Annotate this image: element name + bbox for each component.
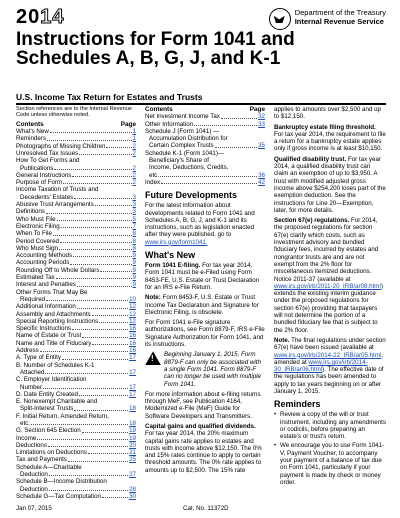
toc-entry-label: Limitations on Deductions xyxy=(16,449,87,457)
toc-leader-dots xyxy=(161,183,257,184)
efiling-paragraph: Form 1041 E-filing. For tax year 2014, Form 1041 must be e-Filed using Form 8453-FE, U.S. Estate or Trust Declaration for an IRS e-File Return. xyxy=(145,262,260,291)
toc-leader-dots xyxy=(59,249,132,250)
toc-contents-label-2: Contents xyxy=(145,106,173,113)
toc-page-link[interactable]: 12 xyxy=(129,317,136,325)
toc-leader-dots xyxy=(73,256,131,257)
toc-leader-dots xyxy=(46,213,132,214)
toc-entry-label: Tax and Payments xyxy=(16,456,67,464)
toc-leader-dots xyxy=(74,198,131,199)
toc-leader-dots xyxy=(43,388,128,389)
toc-entry-label: How To Get Forms and xyxy=(16,157,80,165)
toc-entry[interactable] xyxy=(16,143,136,150)
document-subtitle: U.S. Income Tax Return for Estates and Trusts xyxy=(16,92,203,102)
toc-page-link[interactable]: 17 xyxy=(129,390,136,398)
toc-entry xyxy=(16,186,136,193)
page-footer xyxy=(16,505,386,512)
toc-entry[interactable] xyxy=(16,245,136,252)
toc-entry xyxy=(16,413,136,420)
toc-leader-dots xyxy=(40,351,128,352)
toc-entry[interactable] xyxy=(16,369,136,376)
toc-entry-label: Other Forms That May Be xyxy=(16,288,88,296)
caution-callout xyxy=(145,351,265,387)
toc-entry-label: Name and Title of Fiduciary xyxy=(16,339,92,347)
agency-block xyxy=(269,8,386,30)
toc-entry-label: F. Initial Return, Amended Return, xyxy=(16,412,109,420)
irb-2014-30-link[interactable]: www.irs.gov/irb/2014-30_IRB/ar06.html xyxy=(274,358,368,374)
toc-page-link[interactable]: 2 xyxy=(132,142,136,150)
toc-entry-label: Specific Instructions xyxy=(16,325,72,333)
toc-entry[interactable] xyxy=(16,420,136,427)
toc-entry[interactable] xyxy=(16,391,136,398)
toc-entry[interactable] xyxy=(145,113,265,120)
toc-leader-dots xyxy=(79,395,128,396)
document-title: Instructions for Form 1041 and Schedules A, B, G, J, and K-1 xyxy=(16,29,295,69)
toc-entry[interactable] xyxy=(16,216,136,223)
reminder-bullet-1: • Review a copy of the will or trust instrument, including any amendments or codicils, before preparing an estate's or trust's return. xyxy=(274,411,386,440)
toc-entry[interactable] xyxy=(145,172,265,179)
toc-entry xyxy=(145,164,265,171)
toc-entry-label: Split-Interest Trusts xyxy=(20,405,74,413)
toc-leader-dots xyxy=(46,300,128,301)
toc-leader-dots xyxy=(62,359,128,360)
toc-entry[interactable] xyxy=(16,252,136,259)
toc-entry-label: When To File xyxy=(16,230,52,238)
toc-entry-label: Schedule K-1 (Form 1041)— xyxy=(145,149,225,157)
content-column-3 xyxy=(274,106,386,488)
toc-entry-label: Deductions xyxy=(16,441,47,449)
toc-entry[interactable] xyxy=(16,442,136,449)
toc-page-link[interactable]: 27 xyxy=(129,471,136,479)
toc-entry[interactable] xyxy=(16,427,136,434)
toc-leader-dots xyxy=(54,169,131,170)
toc-leader-dots xyxy=(106,147,131,148)
toc-entry-label: Accounting Methods xyxy=(16,252,73,260)
toc-entry-label: Number xyxy=(20,383,43,391)
toc-leader-dots xyxy=(49,490,128,491)
toc-entry[interactable] xyxy=(16,311,136,318)
toc-leader-dots xyxy=(160,176,257,177)
toc-entry[interactable] xyxy=(145,179,265,186)
toc-entry-label: Deduction xyxy=(20,471,48,479)
toc-page-link[interactable]: 12 xyxy=(129,303,136,311)
toc-entry-label: A. Type of Entity xyxy=(16,354,61,362)
toc-leader-dots xyxy=(77,308,128,309)
toc-entry[interactable] xyxy=(16,486,136,493)
toc-page-link[interactable]: 16 xyxy=(129,332,136,340)
toc-page-link[interactable]: 25 xyxy=(129,456,136,464)
toc-leader-dots xyxy=(37,439,128,440)
toc-page-link[interactable]: 9 xyxy=(132,266,136,274)
toc-entry[interactable] xyxy=(16,493,136,500)
toc-entry-label: Address xyxy=(16,347,39,355)
toc-leader-dots xyxy=(31,424,128,425)
toc-entry-label: D. Date Entity Created xyxy=(16,390,78,398)
toc-page-link[interactable]: 16 xyxy=(129,347,136,355)
toc-entry[interactable] xyxy=(16,201,136,208)
toc-entry[interactable] xyxy=(16,223,136,230)
caution-icon xyxy=(145,351,161,365)
year-mark xyxy=(16,6,65,29)
toc-page-link[interactable]: 3 xyxy=(132,193,136,201)
toc-page-link[interactable]: 7 xyxy=(132,222,136,230)
toc-entry-label: Schedule G—Tax Computation xyxy=(16,492,101,500)
toc-entry xyxy=(16,362,136,369)
toc-entry-label: Income Taxation of Trusts and xyxy=(16,186,99,194)
toc-page-link[interactable]: 1 xyxy=(132,135,136,143)
toc-entry[interactable] xyxy=(16,332,136,339)
toc-page-link[interactable]: 28 xyxy=(129,485,136,493)
capital-gains-paragraph: Capital gains and qualified dividends. For tax year 2014, the 20% maximum capital gains rate applies to estates and trusts with income above $12,150. The 0% and 15% rates continue to apply to certain threshold amounts. The 0% rate applies to amounts up to $2,500. The 15% rate xyxy=(145,422,262,474)
efile-signature-paragraph: For Form 1041 e-File signature authorizations, see Form 8879-F, IRS e-File Signature Authorization for Form 1041, and its instructions. xyxy=(145,319,265,349)
toc-leader-dots xyxy=(79,154,131,155)
toc-page-link[interactable]: 12 xyxy=(129,310,136,318)
toc-leader-dots xyxy=(68,461,128,462)
content-column-2 xyxy=(145,106,265,477)
toc-page-link[interactable]: 2 xyxy=(132,164,136,172)
toc-entry[interactable] xyxy=(16,230,136,237)
toc-entry[interactable] xyxy=(16,179,136,186)
toc-page-link[interactable]: 1 xyxy=(132,128,136,136)
toc-entry[interactable] xyxy=(16,267,136,274)
toc-page-link[interactable]: 20 xyxy=(129,441,136,449)
toc-entry-label: Interest and Penalties xyxy=(16,281,76,289)
toc-page-link[interactable]: 8 xyxy=(132,244,136,252)
toc-entry-label: Special Reporting Instructions xyxy=(16,317,99,325)
toc-entry-label: Period Covered xyxy=(16,237,59,245)
toc-entry-label: Other Information xyxy=(145,120,194,128)
toc-entry-label: Schedule A—Charitable xyxy=(16,463,82,471)
toc-page-link[interactable]: 33 xyxy=(258,120,265,128)
toc-entry[interactable] xyxy=(16,150,136,157)
future-developments-heading: Future Developments xyxy=(145,190,238,201)
section67e-paragraph: Section 67(e) regulations. For 2014, the proposed regulations for section 67(e) clarify which costs, such as investment advisory and bundled fiduciary fees, incurred by estates and nongrantor trusts are and are not exempt from the 2% floor for miscellaneous itemized deductions. Notice 2011-37 (available at www.irs.gov/irb/2011-20_IRB/ar08.html) extends the existing interim guidance under the proposed regulations for section 67(e) providing that taxpayers will not determine the portion of a bundled fiduciary fee that is subject to the 2% floor. xyxy=(274,217,383,334)
toc-entry[interactable] xyxy=(145,121,265,128)
toc-entry-label: Attached xyxy=(20,368,45,376)
toc-entry xyxy=(16,157,136,164)
toc-entry xyxy=(16,464,136,471)
toc-entry-label: Schedule J (Form 1041) — xyxy=(145,127,220,135)
toc-list-2 xyxy=(145,113,265,186)
toc-leader-dots xyxy=(56,278,132,279)
toc-entry-label: Index xyxy=(145,178,161,186)
toc-entry[interactable] xyxy=(16,325,136,332)
toc-page-link[interactable]: 8 xyxy=(132,237,136,245)
final-regulations-paragraph: Note. The final regulations under section 67(e) have been issued (available at www.irs.gov/irb/2014-22_IRB/ar05.html, amended at www.irs.gov/irb/2014-30_IRB/ar06.html). The effective date of the regulations has been amended to apply to tax years beginning on or after January 1, 2015. xyxy=(274,336,386,395)
toc-entry-label: G. Section 645 Election xyxy=(16,427,81,435)
toc-entry xyxy=(16,398,136,405)
toc-leader-dots xyxy=(99,322,128,323)
toc-entry[interactable] xyxy=(16,274,136,281)
reminder-bullet-2: • We encourage you to use Form 1041-V, Payment Voucher, to accompany your payment of a balance of tax due on Form 1041, particularly if your payment is made by check or money order. xyxy=(274,442,386,486)
toc-entry xyxy=(145,150,265,157)
toc-entry xyxy=(16,376,136,383)
toc-entry xyxy=(145,128,265,135)
toc-leader-dots xyxy=(215,147,257,148)
future-developments-text: For the latest information about developments related to Form 1041 and Schedules A, B, G, J, and K-1 and its instructions, such as legislation enacted after they were published, go to www.irs.gov/form1041. xyxy=(145,202,255,246)
toc-entry-label: Additional Information xyxy=(16,303,76,311)
toc-page-link[interactable]: 19 xyxy=(129,434,136,442)
toc-entry[interactable] xyxy=(16,208,136,215)
toc-page-link[interactable]: 3 xyxy=(132,201,136,209)
toc-entry[interactable] xyxy=(145,142,265,149)
toc-entry-label: Who Must File xyxy=(16,215,56,223)
toc-leader-dots xyxy=(221,118,257,119)
footer-catalog-number: Cat. No. 11372D xyxy=(183,505,229,512)
toc-entry[interactable] xyxy=(16,354,136,361)
toc-entry[interactable] xyxy=(16,471,136,478)
toc-entry[interactable] xyxy=(16,347,136,354)
toc-entry[interactable] xyxy=(16,135,136,142)
toc-entry-label: etc. xyxy=(20,419,30,427)
toc-page-link[interactable]: 16 xyxy=(129,325,136,333)
toc-entry[interactable] xyxy=(16,435,136,442)
toc-page-link[interactable]: 42 xyxy=(258,178,265,186)
toc-entry[interactable] xyxy=(16,259,136,266)
toc-page-label-2: Page xyxy=(249,106,265,113)
toc-entry-label: General Instructions xyxy=(16,171,72,179)
toc-entry xyxy=(16,478,136,485)
toc-page-link[interactable]: 30 xyxy=(129,492,136,500)
toc-column-1 xyxy=(16,106,136,500)
toc-entry[interactable] xyxy=(16,318,136,325)
bankruptcy-paragraph: Bankruptcy estate filing threshold. For tax year 2014, the requirement to file a return for a bankruptcy estate applies only if gross income is at least $10,150. xyxy=(274,123,386,153)
toc-entry[interactable] xyxy=(16,449,136,456)
toc-contents-label: Contents xyxy=(16,120,44,128)
toc-entry-label: Unresolved Tax Issues xyxy=(16,150,79,157)
toc-leader-dots xyxy=(72,176,131,177)
year-prefix: 20 xyxy=(16,6,41,28)
toc-entry[interactable] xyxy=(16,405,136,412)
toc-list xyxy=(16,128,136,500)
toc-entry[interactable] xyxy=(16,194,136,201)
toc-leader-dots xyxy=(102,497,128,498)
toc-entry[interactable] xyxy=(16,340,136,347)
disability-paragraph: Qualified disability trust. For tax year 2014, a qualified disability trust can claim an exemption of up to $3,950. A trust with modified adjusted gross income above $254,200 loses part of the exemption deduction. See the instructions for Line 20—Exemption, later, for more details. xyxy=(274,155,386,214)
toc-entry-label: Abusive Trust Arrangements xyxy=(16,201,94,209)
toc-entry[interactable] xyxy=(16,238,136,245)
toc-page-link[interactable]: 2 xyxy=(132,179,136,187)
toc-page-link[interactable]: 2 xyxy=(132,150,136,157)
toc-entry[interactable] xyxy=(16,172,136,179)
toc-entry-label: E. Nonexempt Charitable and xyxy=(16,398,98,406)
toc-page-link[interactable]: 18 xyxy=(129,405,136,413)
footer-date: Jan 07, 2015 xyxy=(16,505,52,512)
toc-page-link[interactable]: 32 xyxy=(258,113,265,121)
toc-entry-label: Definitions xyxy=(16,208,45,216)
toc-entry-label: Beneficiary's Share of xyxy=(149,157,209,165)
capital-gains-continued: applies to amounts over $2,500 and up to $12,150. xyxy=(274,106,381,121)
whats-new-heading: What's New xyxy=(145,250,196,261)
toc-leader-dots xyxy=(82,337,128,338)
note-paragraph: Note: Form 8453-F, U.S. Estate or Trust Income Tax Declaration and Signature for Electronic Filing, is obsolete. xyxy=(145,294,259,316)
toc-heading-2 xyxy=(145,106,265,113)
toc-leader-dots xyxy=(45,373,128,374)
toc-entry-label: Schedule B—Income Distribution xyxy=(16,478,107,486)
toc-entry-label: B. Number of Schedules K-1 xyxy=(16,361,95,369)
reminders-heading: Reminders xyxy=(274,399,321,410)
toc-entry-label: Assembly and Attachments xyxy=(16,310,91,318)
toc-page-link[interactable]: 21 xyxy=(129,449,136,457)
toc-entry-label: Accumulation Distribution for xyxy=(149,135,228,143)
toc-page-link[interactable]: 35 xyxy=(258,142,265,150)
toc-entry[interactable] xyxy=(16,281,136,288)
toc-entry[interactable] xyxy=(16,456,136,463)
toc-entry-label: etc. xyxy=(149,171,159,179)
toc-page-link[interactable]: 19 xyxy=(129,427,136,435)
agency-department: Department of the Treasury xyxy=(294,8,386,17)
toc-entry-label: Decedents' Estates xyxy=(20,193,74,201)
toc-leader-dots xyxy=(60,242,132,243)
toc-leader-dots xyxy=(92,315,128,316)
toc-entry-label: Reminders xyxy=(16,135,46,143)
toc-entry-label: Who Must Sign xyxy=(16,244,58,252)
toc-page-link[interactable]: 9 xyxy=(132,252,136,260)
toc-page-link[interactable]: 5 xyxy=(132,215,136,223)
toc-leader-dots xyxy=(70,264,131,265)
toc-leader-dots xyxy=(88,453,128,454)
toc-page-link[interactable]: 3 xyxy=(132,208,136,216)
toc-entry-label: Net Investment Income Tax xyxy=(145,113,220,121)
toc-entry-label: Required xyxy=(20,295,46,303)
toc-entry-label: What's New xyxy=(16,128,49,136)
toc-heading xyxy=(16,121,136,128)
toc-page-link[interactable]: 16 xyxy=(129,339,136,347)
toc-leader-dots xyxy=(95,205,132,206)
toc-page-link[interactable]: 9 xyxy=(132,281,136,289)
toc-page-link[interactable]: 17 xyxy=(129,354,136,362)
toc-leader-dots xyxy=(74,410,128,411)
toc-entry-label: Name of Estate or Trust xyxy=(16,332,82,340)
toc-leader-dots xyxy=(63,183,131,184)
agency-irs: Internal Revenue Service xyxy=(294,17,384,26)
toc-leader-dots xyxy=(53,235,132,236)
toc-leader-dots xyxy=(77,286,132,287)
toc-leader-dots xyxy=(49,475,128,476)
toc-entry-label: Electronic Filing xyxy=(16,222,60,230)
toc-entry xyxy=(145,157,265,164)
toc-page-link[interactable]: 2 xyxy=(132,171,136,179)
toc-entry[interactable] xyxy=(16,303,136,310)
toc-entry[interactable] xyxy=(16,296,136,303)
toc-entry-label: Publications xyxy=(20,164,54,172)
toc-entry-label: C. Employer Identification xyxy=(16,376,87,384)
toc-entry-label: Certain Complex Trusts xyxy=(149,142,214,150)
toc-leader-dots xyxy=(57,220,132,221)
toc-page-link[interactable]: 8 xyxy=(132,230,136,238)
toc-entry xyxy=(16,289,136,296)
form1041-link[interactable]: www.irs.gov/form1041. xyxy=(145,238,208,246)
toc-entry-label: Accounting Periods xyxy=(16,259,70,267)
toc-leader-dots xyxy=(47,140,132,141)
toc-leader-dots xyxy=(72,329,128,330)
toc-page-link[interactable]: 9 xyxy=(132,259,136,267)
toc-page-link[interactable]: 9 xyxy=(132,274,136,282)
toc-page-link[interactable]: 17 xyxy=(129,368,136,376)
toc-leader-dots xyxy=(92,344,128,345)
toc-entry xyxy=(145,135,265,142)
caution-text: Beginning January 1, 2015, Form 8879-F can only be associated with a single Form 1041. Form 8879-F can no longer be used with multiple Form 1041. xyxy=(164,351,261,388)
irb-2014-22-link[interactable]: www.irs.gov/irb/2014-22_IRB/ar05.html xyxy=(274,351,382,359)
toc-entry[interactable] xyxy=(16,128,136,135)
toc-entry[interactable] xyxy=(16,165,136,172)
year-suffix: 14 xyxy=(40,6,65,28)
mef-paragraph: For more information about e-filing returns through MeF, see Publication 4164, Modernized e-File (MeF) Guide for Software Developers and Transmitters. xyxy=(145,390,261,420)
toc-page-link[interactable]: 10 xyxy=(129,295,136,303)
toc-entry-label: Deduction xyxy=(20,485,48,493)
toc-page-link[interactable]: 18 xyxy=(129,419,136,427)
toc-leader-dots xyxy=(50,132,132,133)
toc-page-label: Page xyxy=(120,120,136,128)
toc-note: Section references are to the Internal Revenue Code unless otherwise noted. xyxy=(16,106,132,119)
toc-entry-label: Photographs of Missing Children xyxy=(16,142,106,150)
toc-entry-label: Rounding Off to Whole Dollars xyxy=(16,266,100,274)
treasury-seal-icon xyxy=(269,8,291,30)
toc-entry-label: Estimated Tax xyxy=(16,274,55,282)
toc-leader-dots xyxy=(82,432,128,433)
toc-entry-label: Purpose of Form xyxy=(16,179,63,187)
toc-page-link[interactable]: 36 xyxy=(258,171,265,179)
toc-entry-label: Income xyxy=(16,434,37,442)
toc-leader-dots xyxy=(194,125,257,126)
notice-2011-37-link[interactable]: www.irs.gov/irb/2011-20_IRB/ar08.html xyxy=(274,282,381,290)
header-rule xyxy=(16,103,386,105)
toc-entry[interactable] xyxy=(16,384,136,391)
toc-entry-label: Income, Deductions, Credits, xyxy=(149,164,229,172)
toc-page-link[interactable]: 17 xyxy=(129,383,136,391)
toc-leader-dots xyxy=(100,271,131,272)
toc-leader-dots xyxy=(61,227,132,228)
toc-leader-dots xyxy=(48,446,128,447)
